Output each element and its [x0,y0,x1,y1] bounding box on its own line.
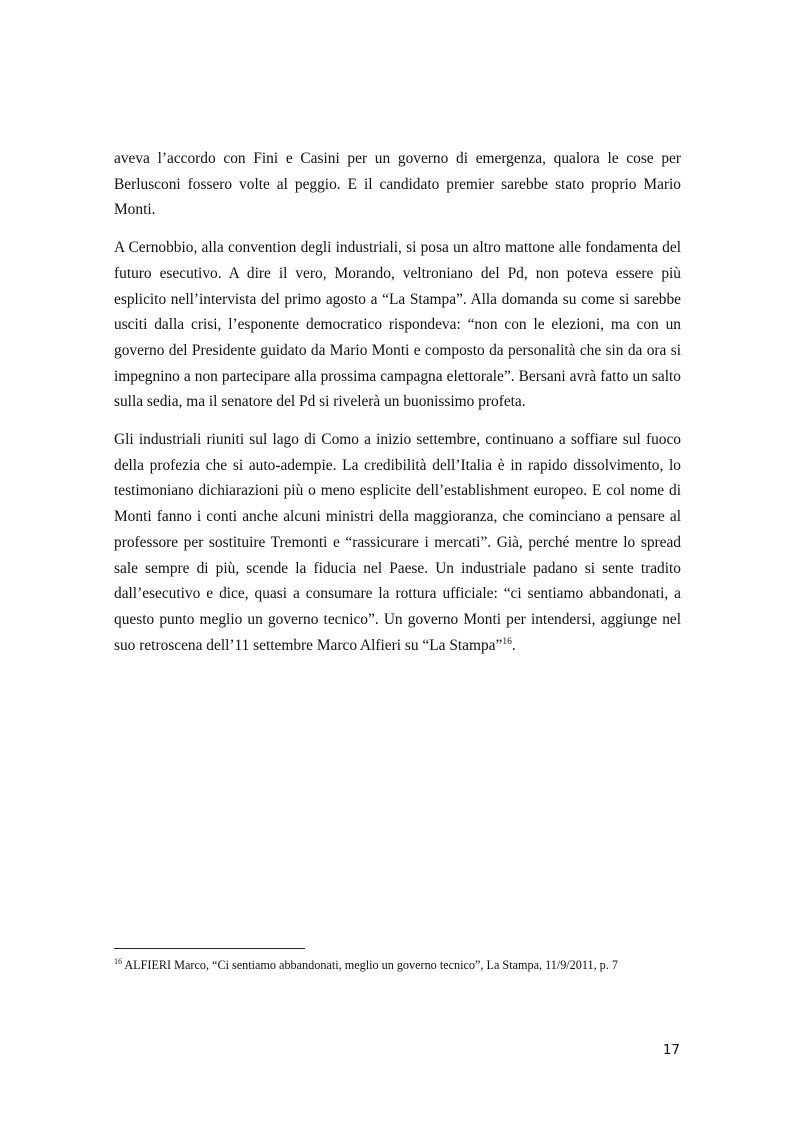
footnote-divider [114,948,305,949]
paragraph-1 [114,146,681,223]
footnote-number: 16 [114,956,122,966]
paragraph-3-tail: . [511,636,516,654]
paragraph-1-text: aveva l’accordo con Fini e Casini per un governo di emergenza, qualora le cose per Berlusconi fossero volte al peggio. E il candidato premier sarebbe stato proprio Mario Monti. [114,150,681,219]
paragraph-3 [114,427,681,658]
footnote-text: ALFIERI Marco, “Ci sentiamo abbandonati, meglio un governo tecnico”, La Stampa, 11/9/2011, p. 7 [122,958,618,972]
paragraph-3-text: Gli industriali riuniti sul lago di Como a inizio settembre, continuano a soffiare sul fuoco della profezia che si auto-adempie. La credibilità dell’Italia è in rapido dissolvimento, lo testimoniano dichiarazioni più o meno esplicite dell’establishment europeo. E col nome di Monti fanno i conti anche alcuni ministri della maggioranza, che cominciano a pensare al professore per sostituire Tremonti e “rassicurare i mercati”. Già, perché mentre lo spread sale sempre di più, scende la fiducia nel Paese. Un industriale padano si sente tradito dall’esecutivo e dice, quasi a consumare la rottura ufficiale: “ci sentiamo abbandonati, a questo punto meglio un governo tecnico”. Un governo Monti per intendersi, aggiunge nel suo retroscena dell’11 settembre Marco Alfieri su “La Stampa” [114,431,681,654]
footnote [114,957,694,973]
paragraph-2-text: A Cernobbio, alla convention degli industriali, si posa un altro mattone alle fondamenta del futuro esecutivo. A dire il vero, Morando, veltroniano del Pd, non poteva essere più esplicito nell’intervista del primo agosto a “La Stampa”. Alla domanda su come si sarebbe usciti dalla crisi, l’esponente democratico rispondeva: “non con le elezioni, ma con un governo del Presidente guidato da Mario Monti e composto da personalità che sin da ora si impegnino a non partecipare alla prossima campagna elettorale”. Bersani avrà fatto un salto sulla sedia, ma il senatore del Pd si rivelerà un buonissimo profeta. [114,239,681,411]
body-text [114,146,681,670]
paragraph-2 [114,235,681,415]
page-number: 17 [662,1042,680,1058]
footnote-reference: 16 [502,636,512,647]
